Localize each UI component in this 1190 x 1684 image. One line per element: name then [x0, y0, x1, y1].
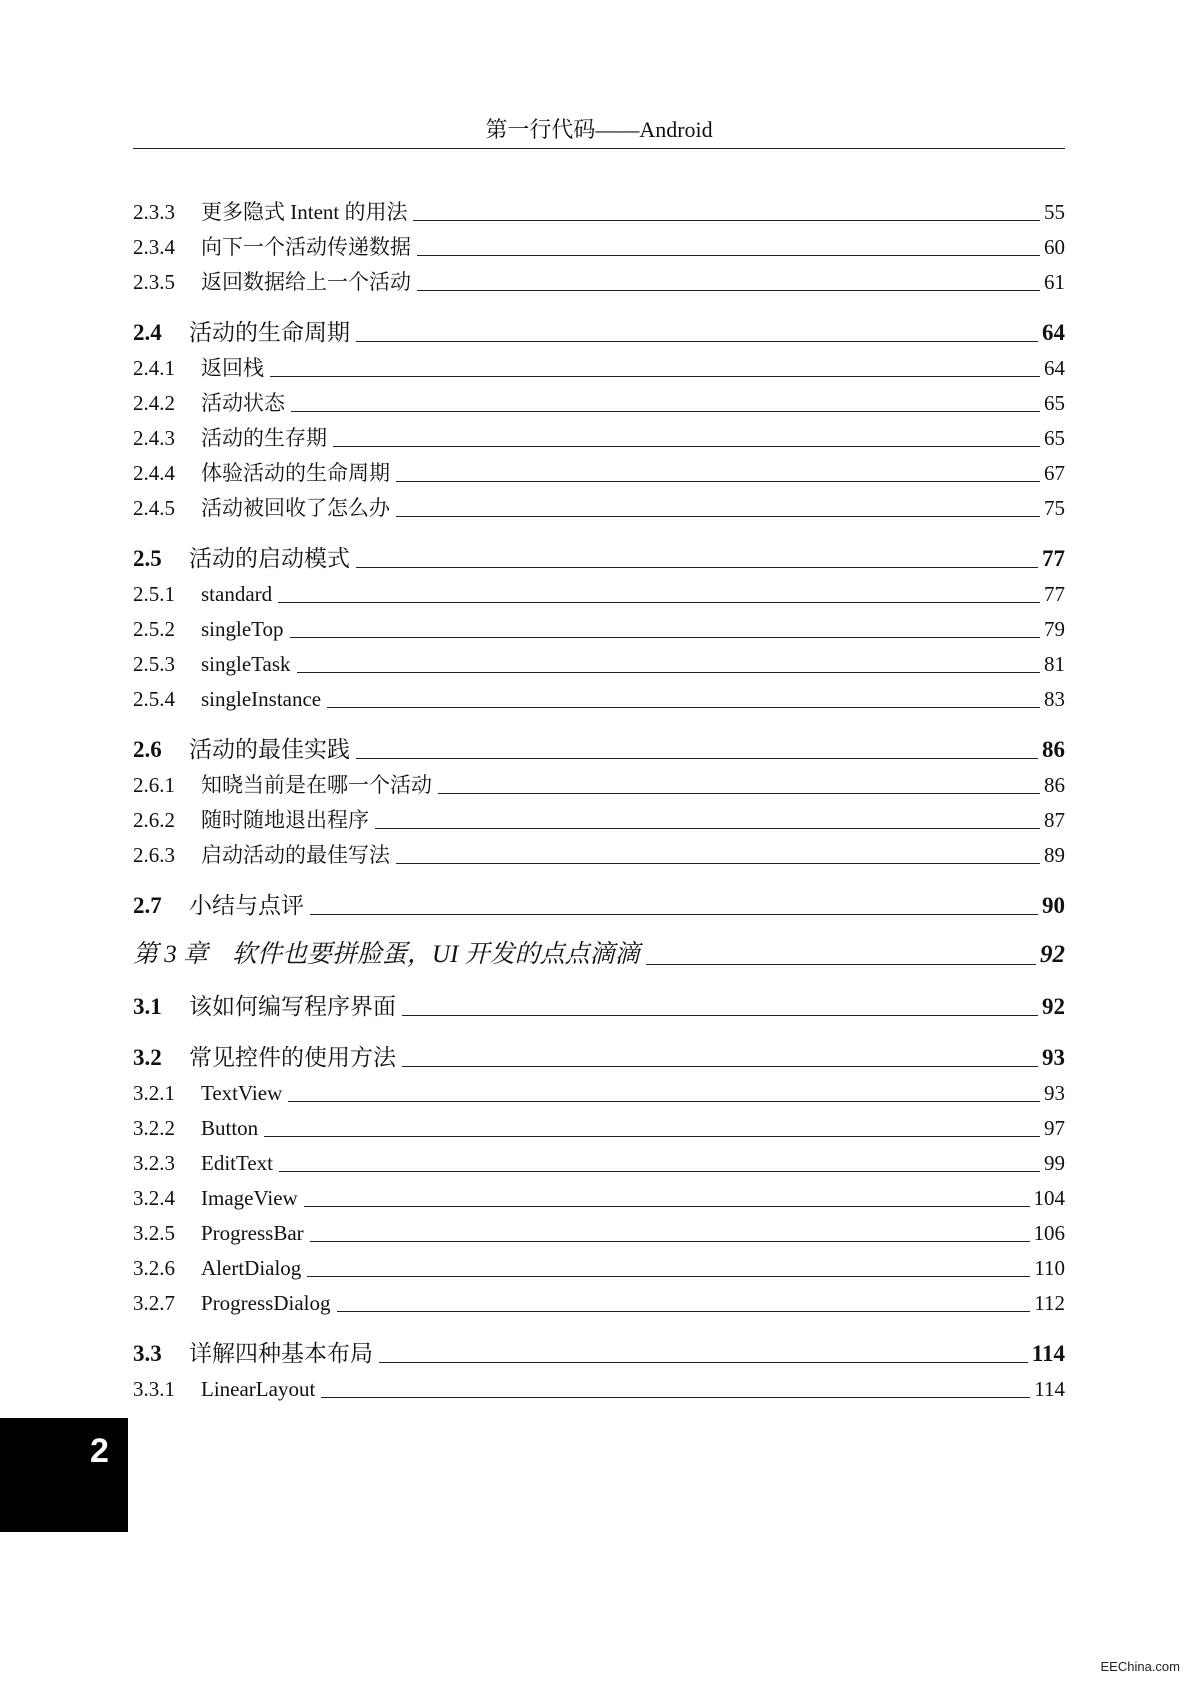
toc-subsection-entry[interactable]	[133, 1174, 1065, 1209]
leader-line	[304, 1206, 1030, 1207]
leader-line	[396, 863, 1040, 864]
entry-number: 3.2.7	[133, 1291, 175, 1315]
entry-title: 详解四种基本布局	[189, 1341, 373, 1366]
leader-line	[396, 516, 1040, 517]
entry-title: 向下一个活动传递数据	[201, 235, 411, 259]
entry-title: 软件也要拼脸蛋，UI 开发的点点滴滴	[232, 941, 640, 968]
entry-page-number: 87	[1044, 808, 1065, 832]
leader-line	[310, 914, 1038, 915]
entry-number: 2.4.2	[133, 391, 175, 415]
entry-number: 2.6.1	[133, 773, 175, 797]
chapter-tab-number: 2	[90, 1432, 109, 1470]
entry-page-number: 104	[1033, 1186, 1065, 1210]
leader-line	[417, 290, 1040, 291]
entry-title: 小结与点评	[189, 893, 304, 918]
entry-title: 返回栈	[201, 356, 264, 380]
toc-subsection-entry[interactable]	[133, 484, 1065, 519]
entry-title: EditText	[201, 1151, 274, 1175]
leader-line	[646, 964, 1036, 965]
leader-line	[278, 602, 1040, 603]
entry-title: 活动被回收了怎么办	[201, 496, 390, 520]
entry-page-number: 112	[1034, 1291, 1065, 1315]
entry-title: 常见控件的使用方法	[189, 1045, 396, 1070]
toc-section-entry[interactable]	[133, 880, 1065, 917]
leader-line	[310, 1241, 1030, 1242]
entry-page-number: 77	[1042, 546, 1065, 571]
entry-page-number: 92	[1042, 994, 1065, 1019]
watermark: EEChina.com	[1100, 1659, 1180, 1674]
entry-page-number: 83	[1044, 687, 1065, 711]
entry-page-number: 114	[1034, 1377, 1065, 1401]
leader-line	[279, 1171, 1040, 1172]
toc-subsection-entry[interactable]	[133, 1365, 1065, 1400]
entry-page-number: 79	[1044, 617, 1065, 641]
toc-section-entry[interactable]	[133, 1032, 1065, 1069]
entry-number: 2.6.2	[133, 808, 175, 832]
toc-subsection-entry[interactable]	[133, 1139, 1065, 1174]
entry-page-number: 65	[1044, 391, 1065, 415]
leader-line	[307, 1276, 1030, 1277]
entry-page-number: 106	[1033, 1221, 1065, 1245]
entry-number: 3.1	[133, 994, 162, 1019]
entry-page-number: 81	[1044, 652, 1065, 676]
leader-line	[438, 793, 1040, 794]
entry-title: 活动状态	[201, 391, 285, 415]
leader-line	[288, 1101, 1040, 1102]
entry-page-number: 89	[1044, 843, 1065, 867]
entry-number: 2.5.3	[133, 652, 175, 676]
entry-number: 3.3	[133, 1341, 162, 1366]
entry-page-number: 86	[1044, 773, 1065, 797]
entry-title: 活动的生存期	[201, 426, 327, 450]
leader-line	[264, 1136, 1040, 1137]
toc-subsection-entry[interactable]	[133, 675, 1065, 710]
entry-page-number: 64	[1044, 356, 1065, 380]
toc-subsection-entry[interactable]	[133, 1069, 1065, 1104]
toc-subsection-entry[interactable]	[133, 344, 1065, 379]
leader-line	[375, 828, 1040, 829]
entry-page-number: 90	[1042, 893, 1065, 918]
entry-number: 2.3.5	[133, 270, 175, 294]
entry-title: 知晓当前是在哪一个活动	[201, 773, 432, 797]
toc-subsection-entry[interactable]	[133, 449, 1065, 484]
entry-number: 2.5.4	[133, 687, 175, 711]
toc-section-entry[interactable]	[133, 307, 1065, 344]
toc-chapter-entry[interactable]	[133, 929, 1065, 967]
entry-number: 2.3.4	[133, 235, 175, 259]
entry-page-number: 99	[1044, 1151, 1065, 1175]
leader-line	[356, 758, 1038, 759]
entry-page-number: 114	[1031, 1341, 1065, 1366]
toc-section-entry[interactable]	[133, 533, 1065, 570]
toc-subsection-entry[interactable]	[133, 379, 1065, 414]
entry-title: ProgressDialog	[201, 1291, 331, 1315]
leader-line	[356, 567, 1038, 568]
leader-line	[402, 1066, 1038, 1067]
entry-title: Button	[201, 1116, 259, 1140]
entry-number: 3.2.6	[133, 1256, 175, 1280]
entry-number: 3.2	[133, 1045, 162, 1070]
entry-title: 更多隐式 Intent 的用法	[201, 200, 408, 224]
entry-page-number: 110	[1034, 1256, 1065, 1280]
entry-title: singleTop	[201, 617, 284, 641]
entry-number: 3.2.5	[133, 1221, 175, 1245]
toc-subsection-entry[interactable]	[133, 761, 1065, 796]
entry-number: 2.7	[133, 893, 162, 918]
leader-line	[291, 411, 1040, 412]
entry-page-number: 77	[1044, 582, 1065, 606]
entry-number: 3.2.3	[133, 1151, 175, 1175]
leader-line	[270, 376, 1040, 377]
entry-title: ProgressBar	[201, 1221, 304, 1245]
entry-page-number: 97	[1044, 1116, 1065, 1140]
entry-title: 随时随地退出程序	[201, 808, 369, 832]
entry-title: singleTask	[201, 652, 291, 676]
leader-line	[413, 220, 1040, 221]
entry-title: 该如何编写程序界面	[189, 994, 396, 1019]
chapter-side-tab	[0, 1418, 128, 1532]
entry-number: 2.5.2	[133, 617, 175, 641]
entry-page-number: 61	[1044, 270, 1065, 294]
entry-number: 2.5.1	[133, 582, 175, 606]
entry-number: 3.2.1	[133, 1081, 175, 1105]
header-title: 第一行代码——Android	[485, 117, 713, 142]
entry-title: singleInstance	[201, 687, 322, 711]
leader-line	[333, 446, 1040, 447]
entry-number: 2.4.3	[133, 426, 175, 450]
toc-subsection-entry[interactable]	[133, 188, 1065, 223]
leader-line	[327, 707, 1040, 708]
entry-title: 活动的最佳实践	[189, 737, 350, 762]
leader-line	[290, 637, 1040, 638]
entry-number: 2.4	[133, 320, 162, 345]
entry-page-number: 93	[1042, 1045, 1065, 1070]
leader-line	[321, 1397, 1030, 1398]
entry-title: TextView	[201, 1081, 283, 1105]
entry-number: 2.4.1	[133, 356, 175, 380]
toc-section-entry[interactable]	[133, 1328, 1065, 1365]
toc-subsection-entry[interactable]	[133, 570, 1065, 605]
entry-title: LinearLayout	[201, 1377, 316, 1401]
entry-title: 活动的生命周期	[189, 320, 350, 345]
entry-number: 2.6	[133, 737, 162, 762]
entry-title: standard	[201, 582, 273, 606]
toc-subsection-entry[interactable]	[133, 223, 1065, 258]
leader-line	[417, 255, 1040, 256]
toc-subsection-entry[interactable]	[133, 1244, 1065, 1279]
entry-number: 2.4.5	[133, 496, 175, 520]
entry-number: 2.4.4	[133, 461, 175, 485]
toc-section-entry[interactable]	[133, 981, 1065, 1018]
entry-number: 2.5	[133, 546, 162, 571]
toc-subsection-entry[interactable]	[133, 640, 1065, 675]
toc-subsection-entry[interactable]	[133, 831, 1065, 866]
entry-page-number: 86	[1042, 737, 1065, 762]
entry-page-number: 75	[1044, 496, 1065, 520]
entry-page-number: 64	[1042, 320, 1065, 345]
entry-title: 活动的启动模式	[189, 546, 350, 571]
toc-subsection-entry[interactable]	[133, 796, 1065, 831]
toc-subsection-entry[interactable]	[133, 605, 1065, 640]
leader-line	[396, 481, 1040, 482]
entry-title: ImageView	[201, 1186, 298, 1210]
entry-number: 2.6.3	[133, 843, 175, 867]
entry-title: 返回数据给上一个活动	[201, 270, 411, 294]
entry-title: 启动活动的最佳写法	[201, 843, 390, 867]
toc-subsection-entry[interactable]	[133, 414, 1065, 449]
entry-number: 3.2.2	[133, 1116, 175, 1140]
toc-subsection-entry[interactable]	[133, 1104, 1065, 1139]
entry-page-number: 65	[1044, 426, 1065, 450]
page-header	[133, 112, 1065, 149]
leader-line	[356, 341, 1038, 342]
entry-number: 第 3 章	[133, 941, 209, 968]
entry-title: AlertDialog	[201, 1256, 302, 1280]
entry-page-number: 60	[1044, 235, 1065, 259]
toc-subsection-entry[interactable]	[133, 1279, 1065, 1314]
entry-number: 3.3.1	[133, 1377, 175, 1401]
toc-subsection-entry[interactable]	[133, 1209, 1065, 1244]
entry-page-number: 67	[1044, 461, 1065, 485]
entry-page-number: 55	[1044, 200, 1065, 224]
entry-title: 体验活动的生命周期	[201, 461, 390, 485]
entry-number: 3.2.4	[133, 1186, 175, 1210]
entry-page-number: 92	[1040, 941, 1065, 968]
leader-line	[297, 672, 1040, 673]
table-of-contents	[133, 188, 1065, 1400]
entry-page-number: 93	[1044, 1081, 1065, 1105]
leader-line	[379, 1362, 1028, 1363]
toc-section-entry[interactable]	[133, 724, 1065, 761]
toc-subsection-entry[interactable]	[133, 258, 1065, 293]
entry-number: 2.3.3	[133, 200, 175, 224]
leader-line	[337, 1311, 1031, 1312]
leader-line	[402, 1015, 1038, 1016]
